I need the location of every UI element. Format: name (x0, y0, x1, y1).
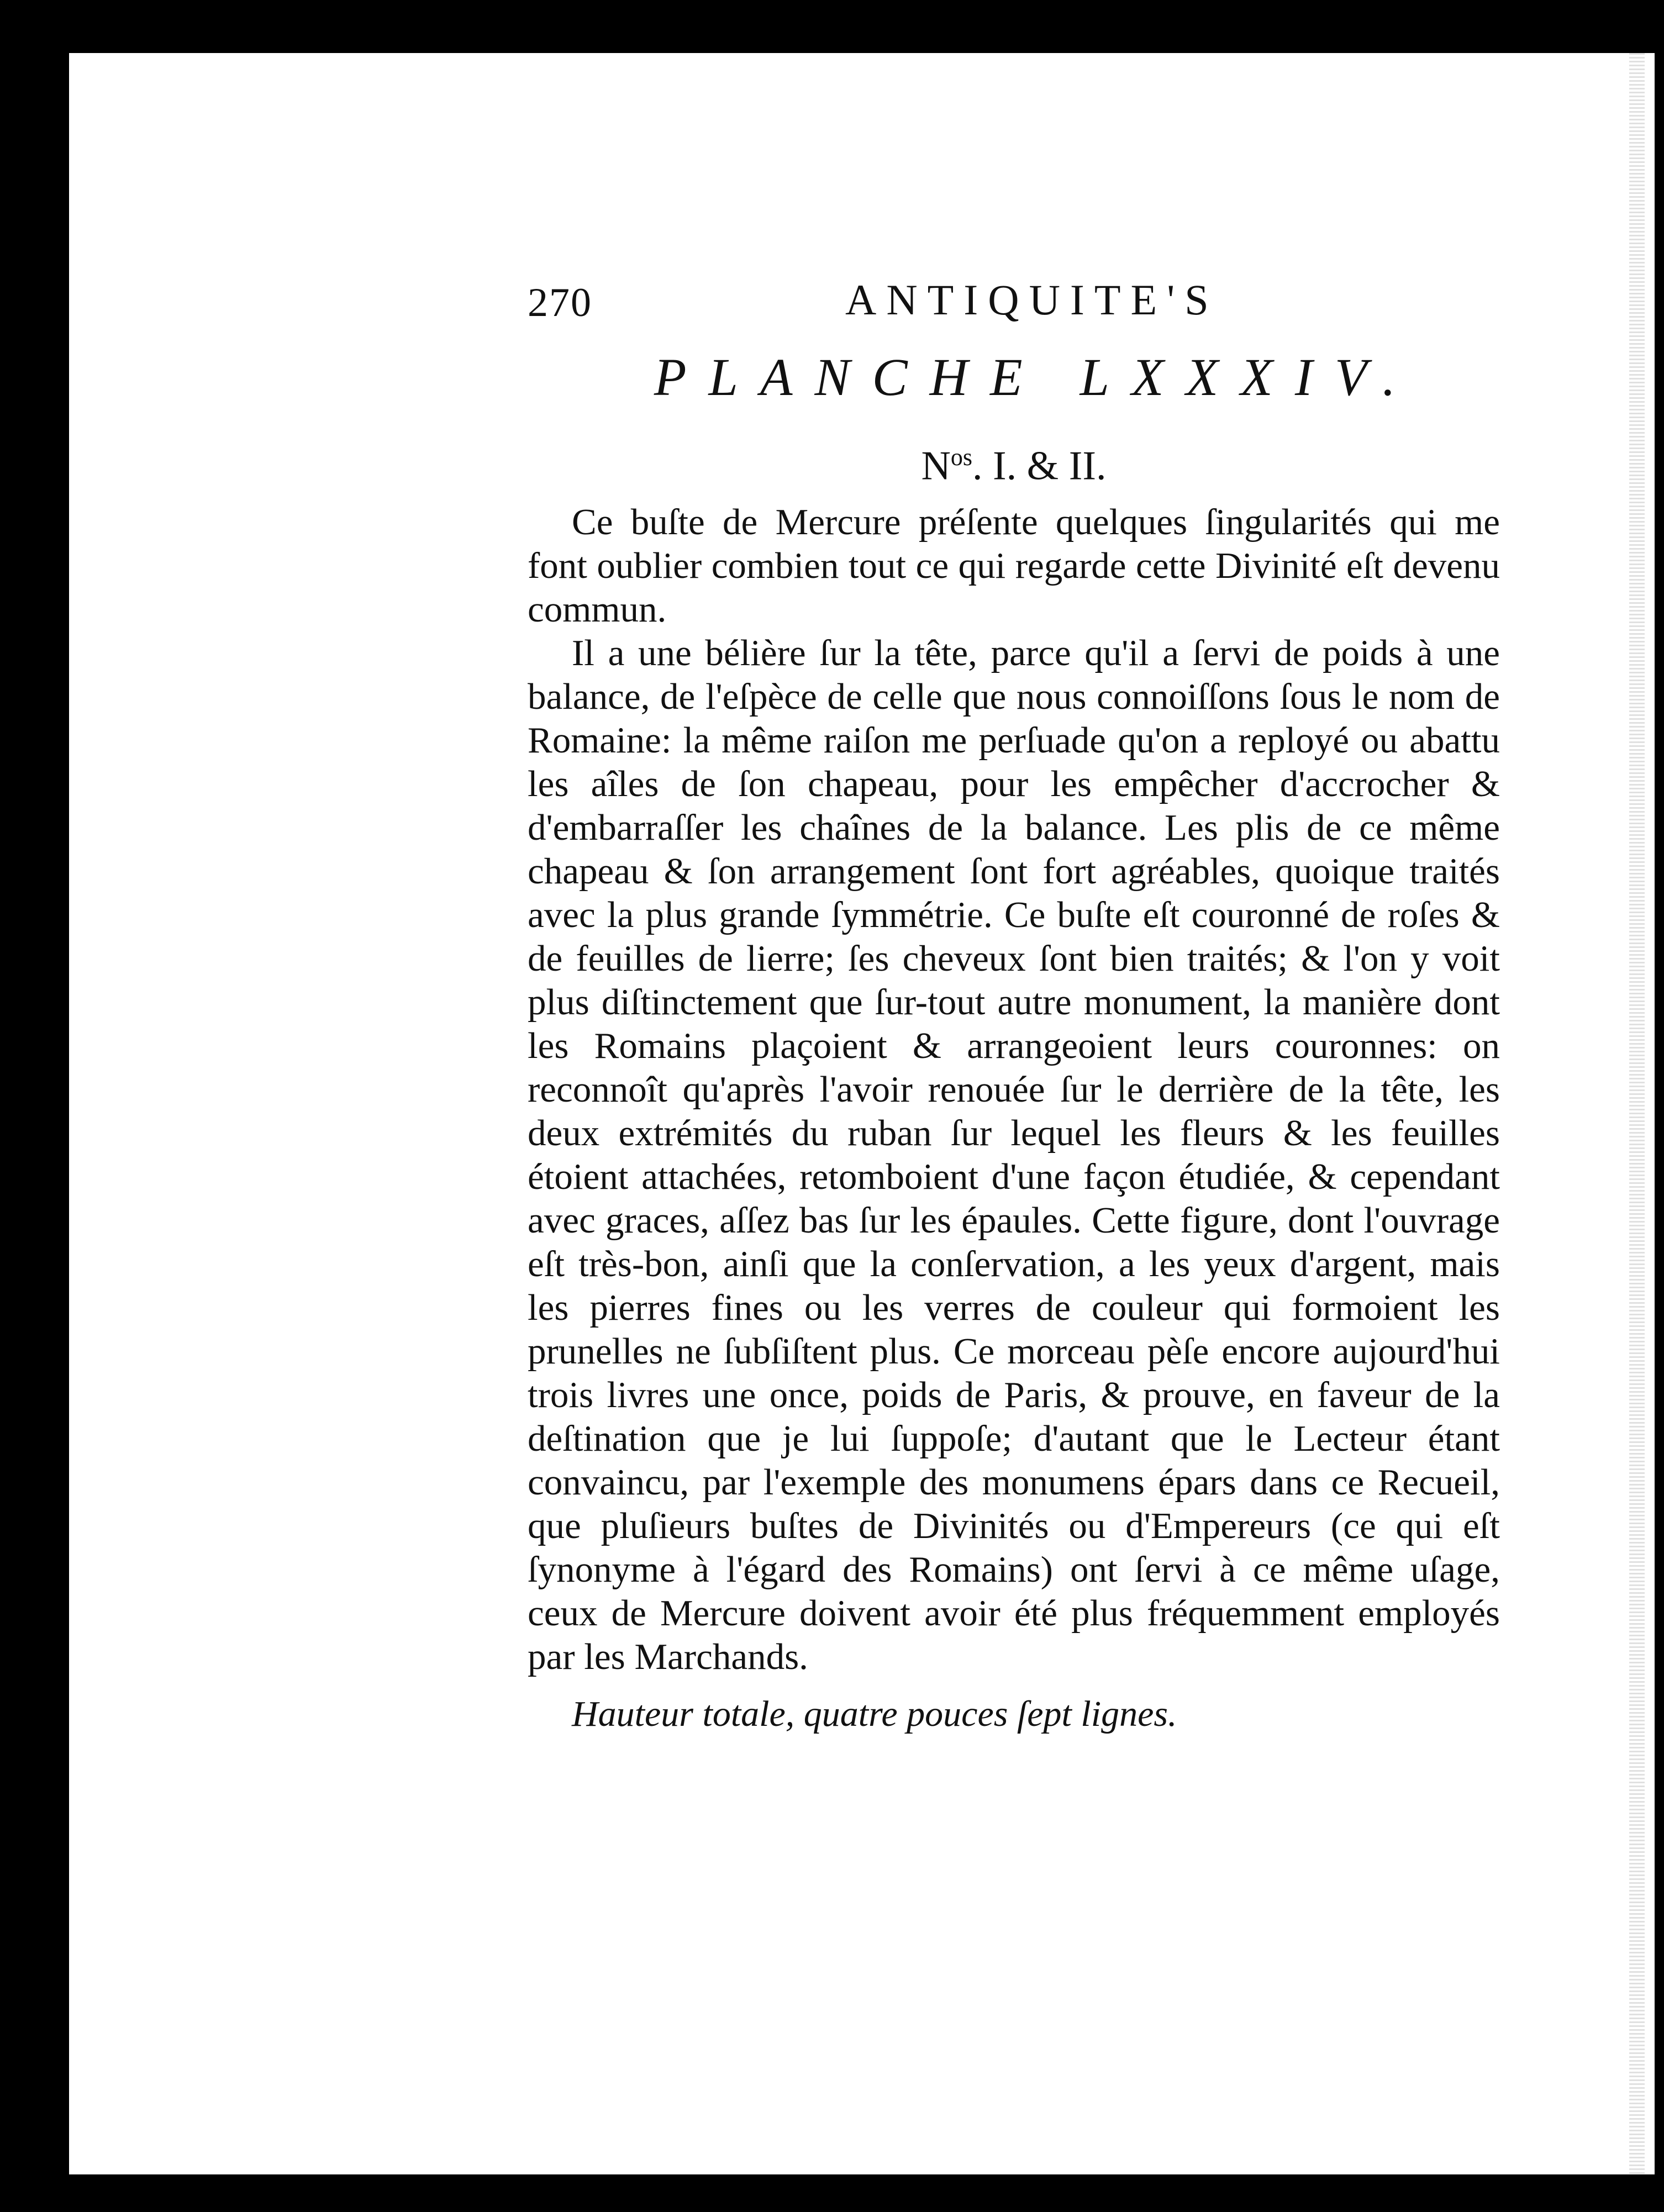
page-number: 270 (528, 280, 592, 325)
page-binding-edge (1629, 53, 1645, 2174)
running-title: ANTIQUITE'S (845, 276, 1219, 324)
plate-numbers-rest: . I. & II. (972, 443, 1107, 489)
paragraph-1: Ce buſte de Mercure préſente quelques ſingularités qui me font oublier combien tout ce qui regarde cette Divinité eſt devenu commun. (528, 501, 1500, 630)
plate-title: PLANCHE LXXXIV. (654, 347, 1418, 407)
body-text (528, 501, 1500, 1679)
plate-numbers-superscript: os (950, 444, 973, 471)
paragraph-2: Il a une bélière ſur la tête, parce qu'il a ſervi de poids à une balance, de l'eſpèce de celle que nous connoiſſons ſous le nom de Romaine: la même raiſon me perſuade qu'on a reployé ou abattu les aîles de ſon chapeau, pour les empêcher d'accrocher & d'embarraſſer les chaînes de la balance. Les plis de ce même chapeau & ſon arrangement ſont fort agréables, quoique traités avec la plus grande ſymmétrie. Ce buſte eſt couronné de roſes & de feuilles de lierre; ſes cheveux ſont bien traités; & l'on y voit plus diſtinctement que ſur-tout autre monument, la manière dont les Romains plaçoient & arrangeoient leurs couronnes: on reconnoît qu'après l'avoir renouée ſur le derrière de la tête, les deux extrémités du ruban ſur lequel les fleurs & les feuilles étoient attachées, retomboient d'une façon étudiée, & cependant avec graces, aſſez bas ſur les épaules. Cette figure, dont l'ouvrage eſt très-bon, ainſi que la conſervation, a les yeux d'argent, mais les pierres fines ou les verres de couleur qui formoient les prunelles ne ſubſiſtent plus. Ce morceau pèſe encore aujourd'hui trois livres une once, poids de Paris, & prouve, en faveur de la deſtination que je lui ſuppoſe; d'autant que le Lecteur étant convaincu, par l'exemple des monumens épars dans ce Recueil, que pluſieurs buſtes de Divinités ou d'Empereurs (ce qui eſt ſynonyme à l'égard des Romains) ont ſervi à ce même uſage, ceux de Mercure doivent avoir été plus fréquemment employés par les Marchands. (528, 632, 1500, 1677)
plate-numbers-prefix: N (921, 443, 951, 489)
book-page (69, 53, 1655, 2174)
plate-numbers (528, 430, 1500, 494)
running-head (528, 263, 1500, 335)
dimensions-caption: Hauteur totale, quatre pouces ſept lignes. (572, 1693, 1177, 1734)
text-block (528, 263, 1500, 1736)
